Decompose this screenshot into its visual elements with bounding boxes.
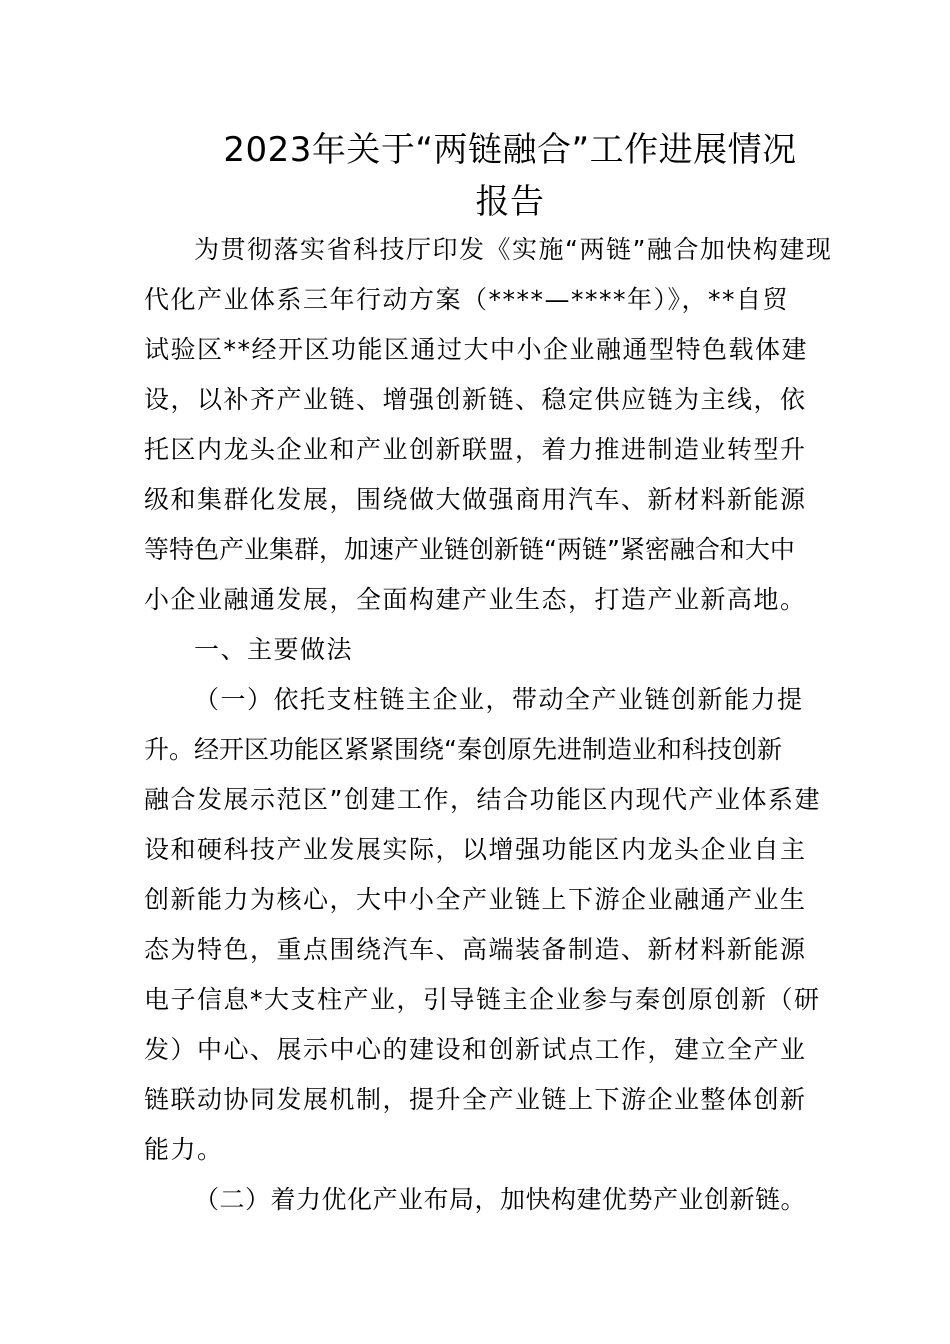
paragraph-1-line-7: 等特色产业集群，加速产业链创新链“两链”紧密融合和大中 xyxy=(144,535,795,564)
paragraph-2-line-2: 升。经开区功能区紧紧围绕“秦创原先进制造业和科技创新 xyxy=(144,735,782,764)
paragraph-2-line-4: 设和硬科技产业发展实际，以增强功能区内龙头企业自主 xyxy=(144,835,807,864)
paragraph-2-line-6: 态为特色，重点围绕汽车、高端装备制造、新材料新能源 xyxy=(144,935,807,964)
paragraph-2-line-8: 发）中心、展示中心的建设和创新试点工作，建立全产业 xyxy=(144,1035,807,1064)
paragraph-1-line-4: 设，以补齐产业链、增强创新链、稳定供应链为主线，依 xyxy=(144,385,807,414)
document-title-line-2: 报告 xyxy=(475,182,545,222)
paragraph-1-line-3: 试验区**经开区功能区通过大中小企业融通型特色载体建 xyxy=(144,335,809,364)
paragraph-1-line-8: 小企业融通发展，全面构建产业生态，打造产业新高地。 xyxy=(144,585,807,614)
paragraph-1-line-1: 为贯彻落实省科技厅印发《实施“两链”融合加快构建现 xyxy=(194,235,833,264)
paragraph-2-line-3: 融合发展示范区”创建工作，结合功能区内现代产业体系建 xyxy=(144,785,821,814)
paragraph-1-line-6: 级和集群化发展，围绕做大做强商用汽车、新材料新能源 xyxy=(144,485,807,514)
paragraph-1-line-2: 代化产业体系三年行动方案（****—****年）》，**自贸 xyxy=(144,285,790,314)
section-heading-1: 一、主要做法 xyxy=(194,635,354,664)
document-title-line-1: 2023年关于“两链融合”工作进展情况 xyxy=(223,130,797,170)
paragraph-2-line-1: （一）依托支柱链主企业，带动全产业链创新能力提 xyxy=(194,685,804,714)
paragraph-3-line-1: （二）着力优化产业布局，加快构建优势产业创新链。 xyxy=(194,1185,807,1214)
paragraph-2-line-10: 能力。 xyxy=(144,1135,224,1164)
paragraph-2-line-9: 链联动协同发展机制，提升全产业链上下游企业整体创新 xyxy=(144,1085,807,1114)
paragraph-2-line-7: 电子信息*大支柱产业，引导链主企业参与秦创原创新（研 xyxy=(144,985,821,1014)
paragraph-2-line-5: 创新能力为核心，大中小全产业链上下游企业融通产业生 xyxy=(144,885,807,914)
paragraph-1-line-5: 托区内龙头企业和产业创新联盟，着力推进制造业转型升 xyxy=(144,435,807,464)
